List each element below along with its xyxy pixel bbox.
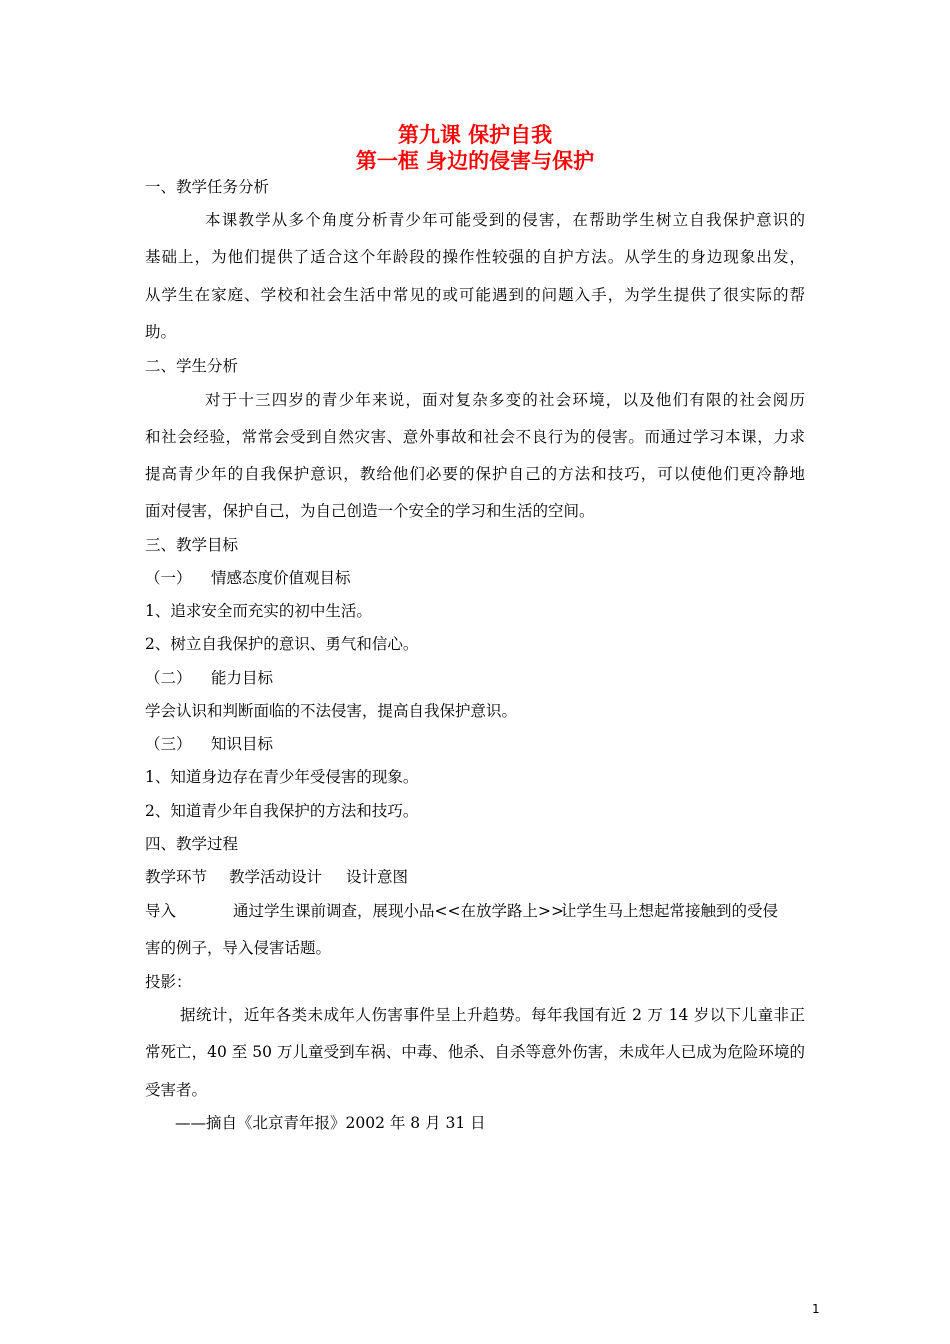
goal-label: 能力目标 (211, 669, 274, 687)
quote-line: 据统计，近年各类未成年人伤害事件呈上升趋势。每年我国有近 2 万 14 岁以下儿童非正 (180, 1006, 805, 1024)
goal-heading-ability (145, 668, 273, 688)
lesson-title: 第九课 保护自我 (397, 122, 553, 147)
goal-item: 2、树立自我保护的意识、勇气和信心。 (145, 635, 419, 653)
goal-label: 知识目标 (211, 735, 274, 753)
row-intent-continued: 害的例子，导入侵害话题。 (145, 939, 332, 957)
goal-item: 1、追求安全而充实的初中生活。 (145, 602, 372, 620)
projection-label: 投影： (145, 973, 192, 991)
row-activity: 通过学生课前调查，展现小品<<在放学路上>> (233, 902, 564, 920)
header-stage: 教学环节 (145, 868, 208, 886)
paragraph-line: 基础上，为他们提供了适合这个年龄段的操作性较强的自护方法。从学生的身边现象出发， (145, 248, 805, 266)
paragraph-line: 本课教学从多个角度分析青少年可能受到的侵害，在帮助学生树立自我保护意识的 (205, 211, 805, 229)
goal-item: 学会认识和判断面临的不法侵害，提高自我保护意识。 (145, 702, 518, 720)
header-intent: 设计意图 (346, 868, 409, 886)
section-title: 第一框 身边的侵害与保护 (355, 148, 595, 173)
heading-task-analysis: 一、教学任务分析 (145, 178, 270, 196)
paragraph-line: 助。 (145, 323, 177, 341)
heading-teaching-process: 四、教学过程 (145, 835, 239, 853)
heading-student-analysis: 二、学生分析 (145, 357, 239, 375)
goal-number: （二） (145, 669, 192, 687)
paragraph-line: 面对侵害，保护自己，为自己创造一个安全的学习和生活的空间。 (145, 502, 595, 520)
goal-label: 情感态度价值观目标 (211, 569, 351, 587)
paragraph-line: 对于十三四岁的青少年来说，面对复杂多变的社会环境，以及他们有限的社会阅历 (205, 391, 805, 409)
paragraph-line: 提高青少年的自我保护意识，教给他们必要的保护自己的方法和技巧，可以使他们更冷静地 (145, 465, 805, 483)
process-table-header (145, 867, 408, 887)
paragraph-line: 和社会经验，常常会受到自然灾害、意外事故和社会不良行为的侵害。而通过学习本课，力求 (145, 428, 805, 446)
process-row-intro (145, 901, 778, 921)
quote-line: 受害者。 (145, 1081, 208, 1099)
goal-item: 2、知道青少年自我保护的方法和技巧。 (145, 802, 419, 820)
goal-number: （一） (145, 569, 192, 587)
quote-source: ——摘自《北京青年报》2002 年 8 月 31 日 (175, 1114, 486, 1132)
row-stage: 导入 (145, 902, 177, 920)
header-activity: 教学活动设计 (229, 868, 323, 886)
row-intent: 让学生马上想起常接触到的受侵 (561, 902, 779, 920)
quote-line: 常死亡，40 至 50 万儿童受到车祸、中毒、他杀、自杀等意外伤害，未成年人已成为危险环境的 (145, 1043, 805, 1061)
goal-heading-emotion (145, 568, 351, 588)
heading-teaching-goals: 三、教学目标 (145, 536, 239, 554)
goal-item: 1、知道身边存在青少年受侵害的现象。 (145, 768, 419, 786)
paragraph-line: 从学生在家庭、学校和社会生活中常见的或可能遇到的问题入手，为学生提供了很实际的帮 (145, 286, 805, 304)
goal-heading-knowledge (145, 734, 273, 754)
page-number: 1 (812, 1302, 820, 1316)
goal-number: （三） (145, 735, 192, 753)
